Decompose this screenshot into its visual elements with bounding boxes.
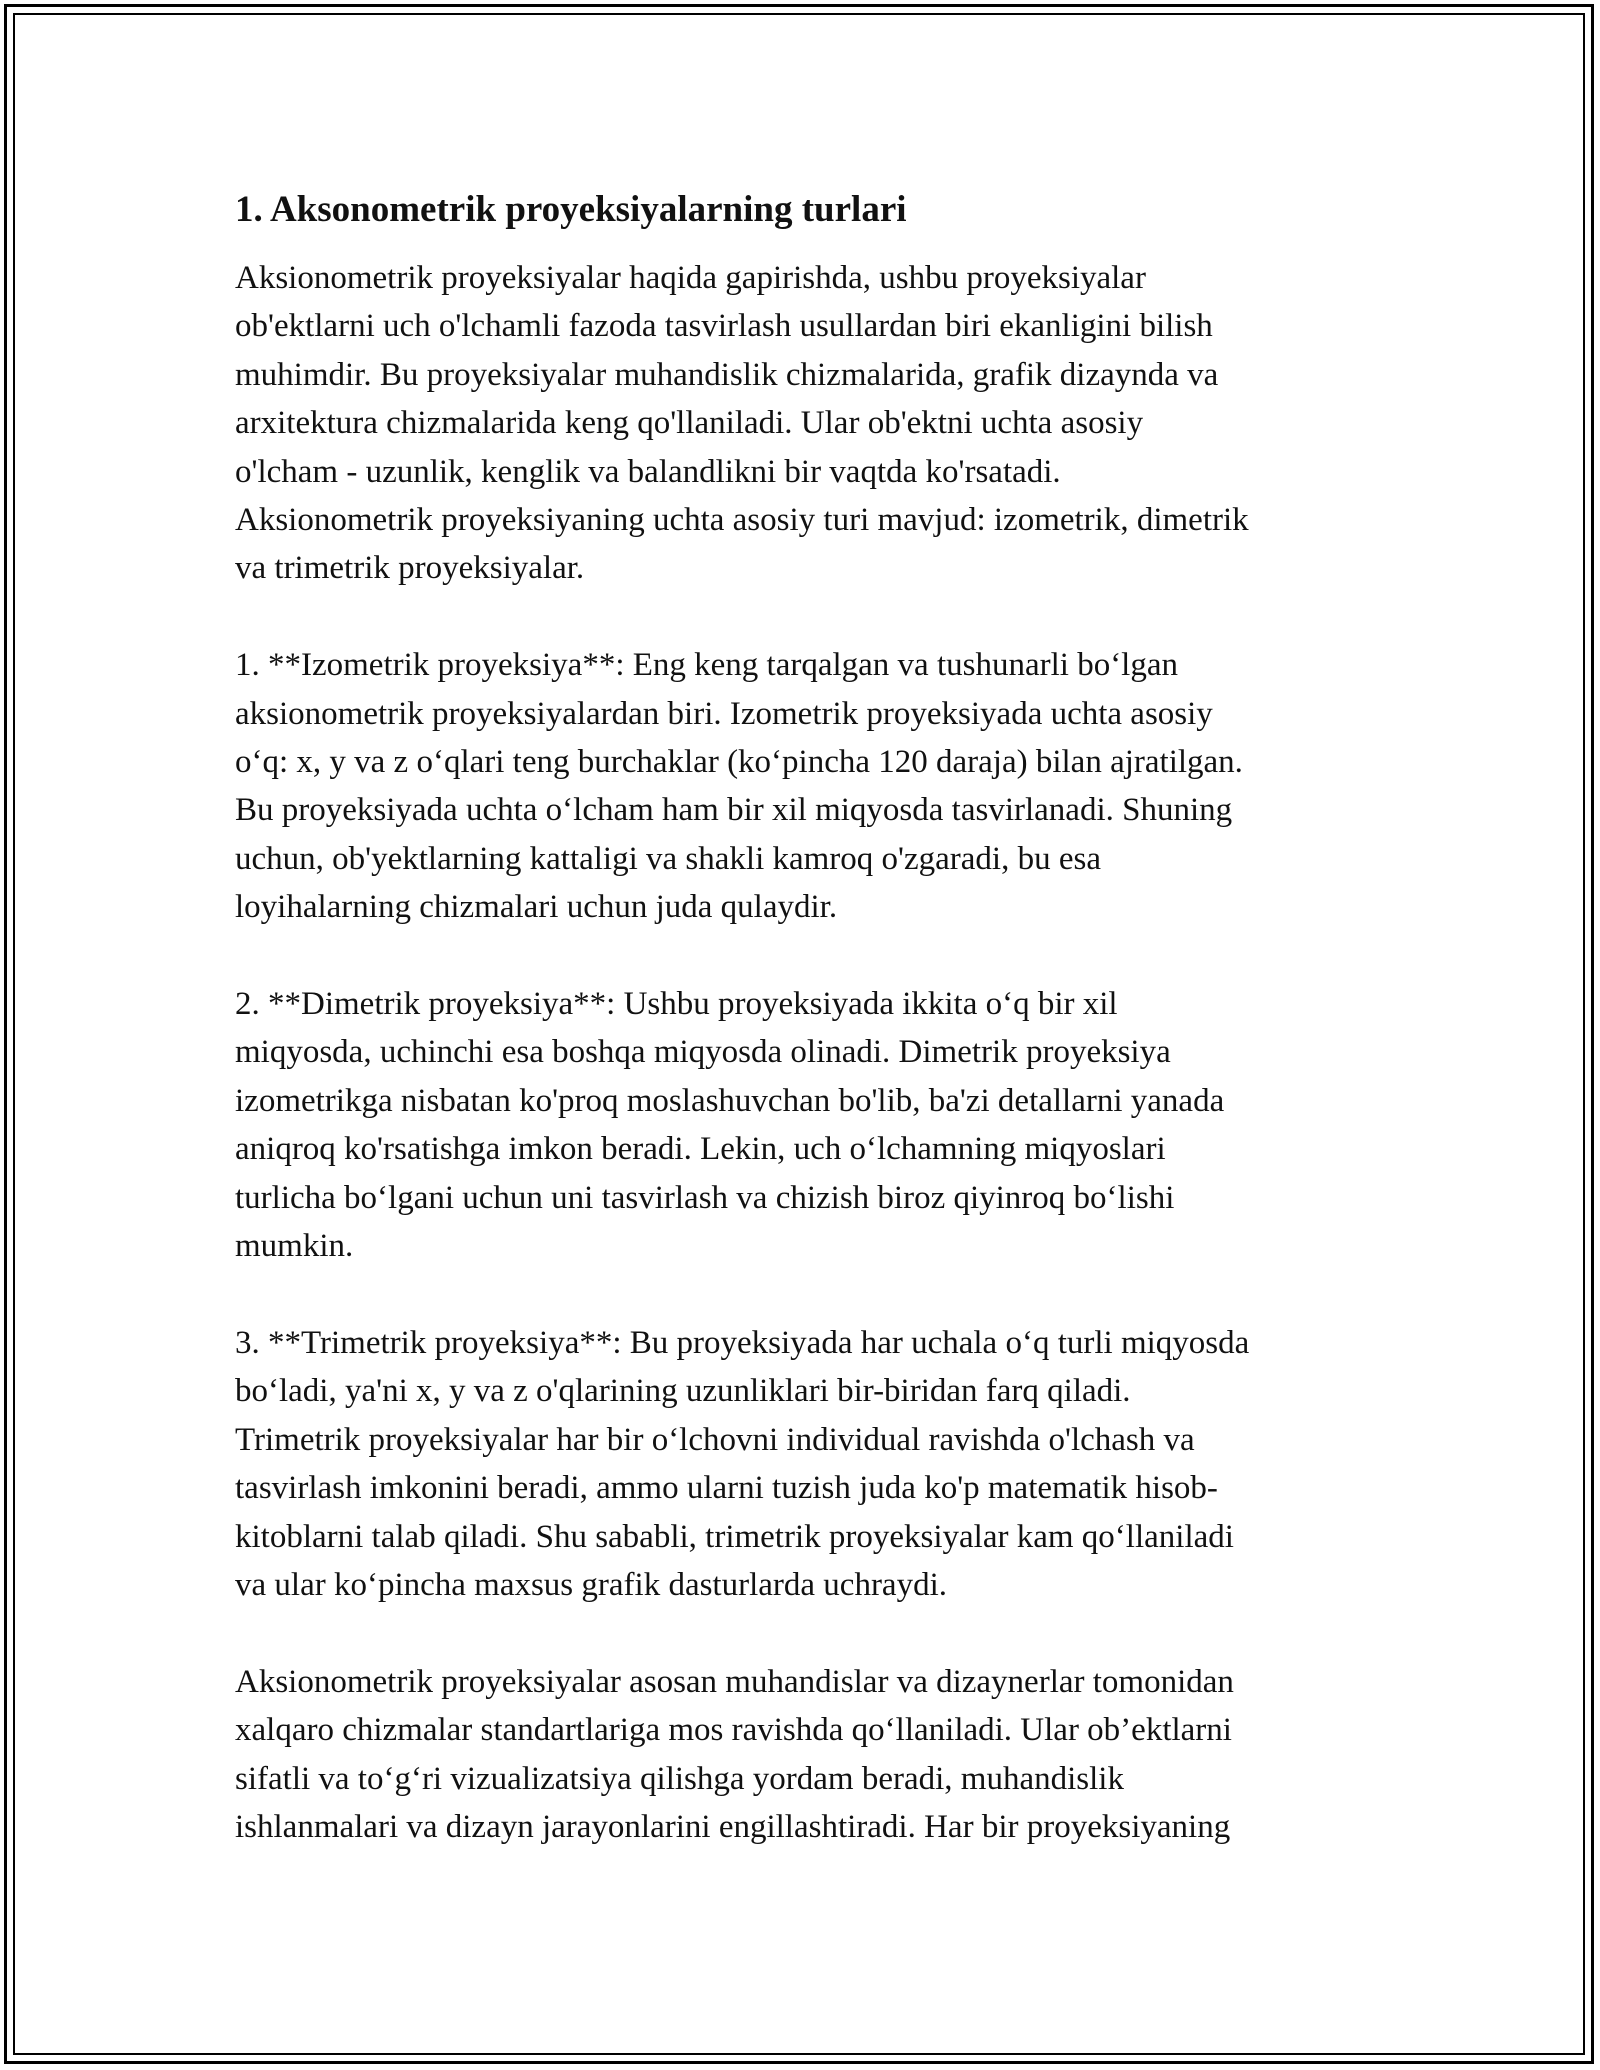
trimetric-paragraph: 3. **Trimetrik proyeksiya**: Bu proyeksiyada har uchala o‘q turli miqyosda bo‘ladi, ya'ni x, y va z o'qlarining uzunliklari bir-biridan farq qiladi. Trimetrik proyeksiyalar har bir o‘lchovni individual ravishda o'lchash va tasvirlash imkonini beradi, ammo ularni tuzish juda ko'p matematik hisob- kitoblarni talab qiladi. Shu sababli, trimetrik proyeksiyalar kam qo‘llaniladi va ular ko‘pincha maxsus grafik dasturlarda uchraydi.: [235, 1324, 1250, 1603]
document-title: 1. Aksonometrik proyeksiyalarning turlari: [235, 189, 907, 230]
isometric-paragraph: 1. **Izometrik proyeksiya**: Eng keng tarqalgan va tushunarli bo‘lgan aksionometrik proyeksiyalardan biri. Izometrik proyeksiyada uchta asosiy o‘q: x, y va z o‘qlari teng burchaklar (ko‘pincha 120 daraja) bilan ajratilgan. Bu proyeksiyada uchta o‘lcham ham bir xil miqyosda tasvirlanadi. Shuning uchun, ob'yektlarning kattaligi va shakli kamroq o'zgaradi, bu esa loyihalarning chizmalari uchun juda qulaydir.: [235, 647, 1243, 926]
intro-paragraph: Aksionometrik proyeksiyalar haqida gapirishda, ushbu proyeksiyalar ob'ektlarni uch o'lchamli fazoda tasvirlash usullardan biri ekanligini bilish muhimdir. Bu proyeksiyalar muhandislik chizmalarida, grafik dizaynda va arxitektura chizmalarida keng qo'llaniladi. Ular ob'ektni uchta asosiy o'lcham - uzunlik, kenglik va balandlikni bir vaqtda ko'rsatadi. Aksionometrik proyeksiyaning uchta asosiy turi mavjud: izometrik, dimetrik va trimetrik proyeksiyalar.: [235, 260, 1249, 587]
closing-paragraph: Aksionometrik proyeksiyalar asosan muhandislar va dizaynerlar tomonidan xalqaro chizmalar standartlariga mos ravishda qo‘llaniladi. Ular ob’ektlarni sifatli va to‘g‘ri vizualizatsiya qilishga yordam beradi, muhandislik ishlanmalari va dizayn jarayonlarini engillashtiradi. Har bir proyeksiyaning: [235, 1663, 1234, 1845]
document-body: [235, 186, 1370, 1900]
dimetric-paragraph: 2. **Dimetrik proyeksiya**: Ushbu proyeksiyada ikkita o‘q bir xil miqyosda, uchinchi esa boshqa miqyosda olinadi. Dimetrik proyeksiya izometrikga nisbatan ko'proq moslashuvchan bo'lib, ba'zi detallarni yanada aniqroq ko'rsatishga imkon beradi. Lekin, uch o‘lchamning miqyoslari turlicha bo‘lgani uchun uni tasvirlash va chizish biroz qiyinroq bo‘lishi mumkin.: [235, 986, 1225, 1265]
